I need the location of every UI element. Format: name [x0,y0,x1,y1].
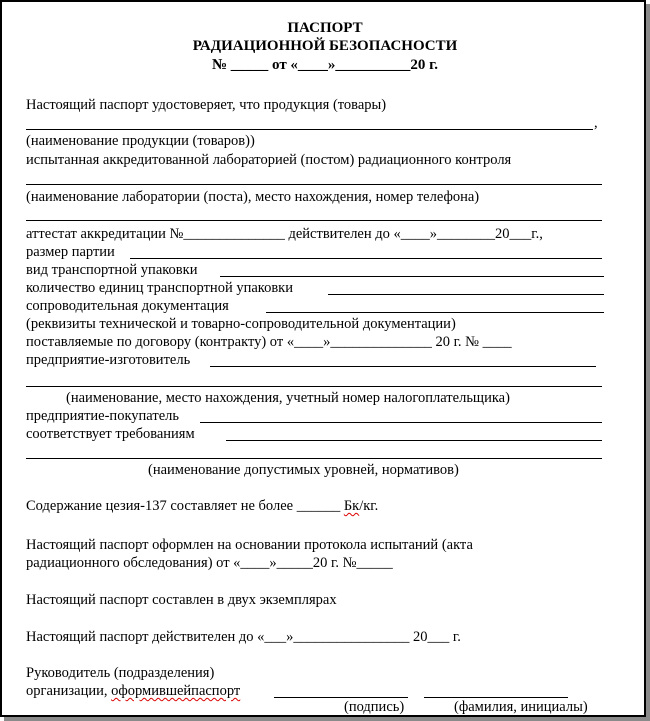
package-type-blank [220,276,604,277]
page-shadow-bottom [4,717,650,721]
organization-line: организации, оформившейпаспорт [26,683,241,699]
contract-line: поставляемые по договору (контракту) от «____»______________ 20 г. № ____ [26,334,512,350]
product-blank-line [26,129,593,130]
intro-line: Настоящий паспорт удостоверяет, что продукция (товары) [26,97,387,113]
product-caption: (наименование продукции (товаров)) [26,133,255,149]
batch-size-blank [130,258,602,259]
package-count-label: количество единиц транспортной упаковки [26,280,293,296]
validity-line: Настоящий паспорт действителен до «___»________________ 20___ г. [26,629,461,645]
documentation-blank [266,312,604,313]
document-subtitle: РАДИАЦИОННОЙ БЕЗОПАСНОСТИ [192,38,458,54]
norms-caption: (наименование допустимых уровней, нормативов) [148,462,459,478]
signature-caption: (подпись) [344,699,405,715]
laboratory-caption: (наименование лаборатории (поста), место нахождения, номер телефона) [26,189,480,205]
requirements-blank-2 [26,458,602,459]
head-label: Руководитель (подразделения) [26,665,215,681]
document-number-line: № _____ от «____»__________20 г. [211,57,439,73]
package-type-label: вид транспортной упаковки [26,262,198,278]
requirements-blank [226,440,602,441]
requirements-label: соответствует требованиям [26,426,195,442]
document-title: ПАСПОРТ [287,20,363,36]
copies-line: Настоящий паспорт составлен в двух экземплярах [26,592,337,608]
protocol-line: Настоящий паспорт оформлен на основании протокола испытаний (акта [26,537,473,553]
laboratory-line: испытанная аккредитованной лабораторией (постом) радиационного контроля [26,152,512,168]
buyer-label: предприятие-покупатель [26,408,179,424]
cesium-line: Содержание цезия-137 составляет не более ______ Бк/кг. [26,498,379,514]
manufacturer-blank [210,366,596,367]
page-shadow-right [646,4,650,721]
manufacturer-blank-2 [26,386,602,387]
batch-size-label: размер партии [26,244,115,260]
documentation-caption: (реквизиты технической и товарно-сопроводительной документации) [26,316,456,332]
name-blank [424,697,568,698]
laboratory-blank-line [26,184,602,185]
documentation-label: сопроводительная документация [26,298,229,314]
product-comma: , [594,115,598,131]
accreditation-line: аттестат аккредитации №______________ действителен до «____»________20___г., [26,226,543,242]
laboratory-blank-line-2 [26,220,602,221]
name-caption: (фамилия, инициалы) [454,699,588,715]
package-count-blank [328,294,604,295]
protocol-date-line: радиационного обследования) от «____»_____20 г. №_____ [26,555,393,571]
manufacturer-caption: (наименование, место нахождения, учетный номер налогоплательщика) [66,390,510,406]
signature-blank [274,697,408,698]
manufacturer-label: предприятие-изготовитель [26,352,191,368]
buyer-blank [200,422,602,423]
